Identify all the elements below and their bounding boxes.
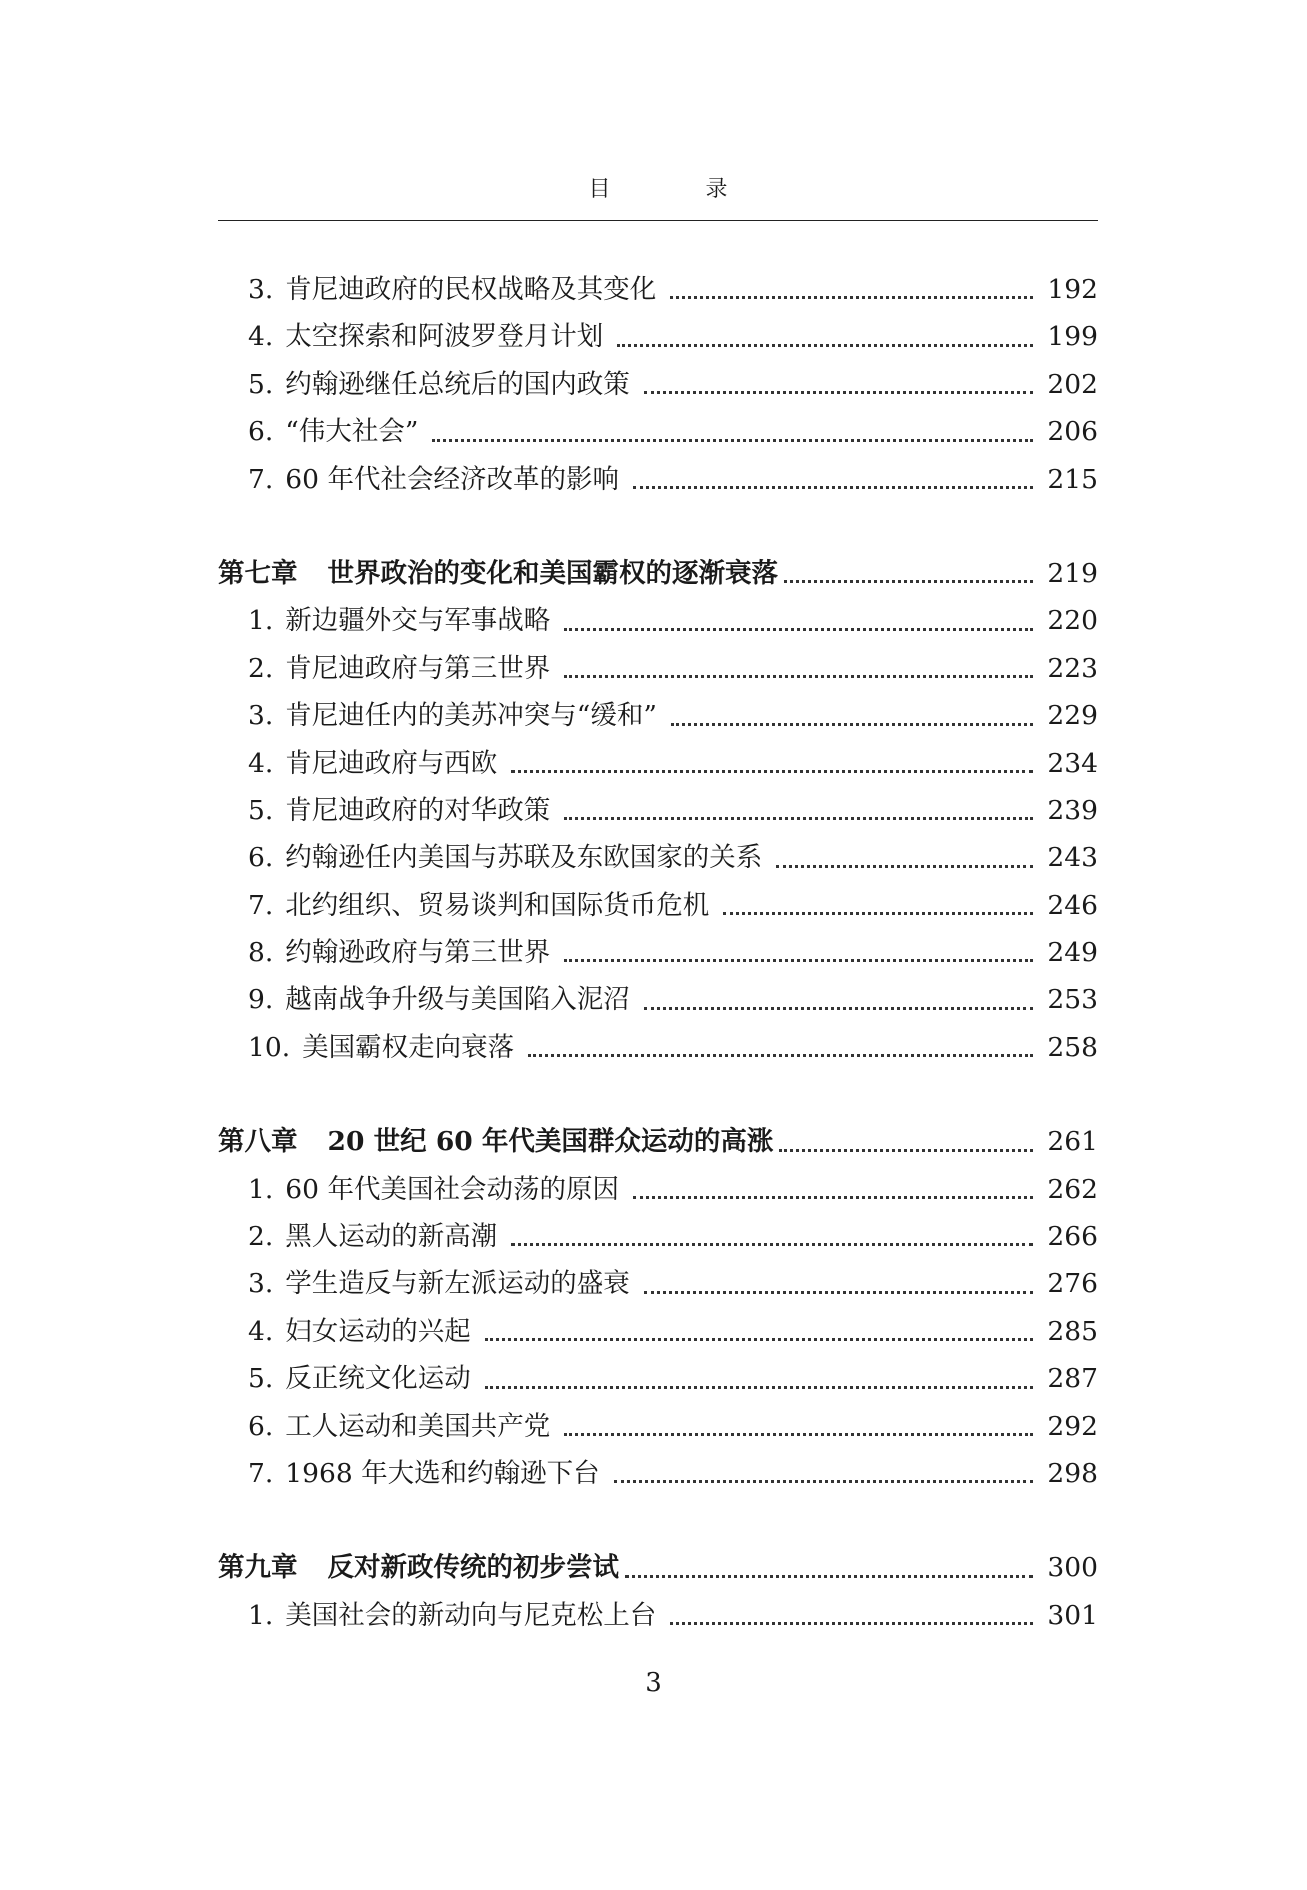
page-ref: 223 [1047,652,1098,684]
item-number: 4. [248,747,274,779]
dot-leader [564,675,1033,678]
item-title: 学生造反与新左派运动的盛衰 [285,1268,630,1300]
item-number: 3. [248,274,274,305]
page-ref: 202 [1047,368,1098,400]
dot-leader [644,391,1034,394]
toc-item-row [218,597,1098,644]
item-number: 7. [248,889,274,921]
toc-item-row [218,361,1098,408]
item-title: 60 年代美国社会动荡的原因 [285,1173,619,1205]
dot-leader [671,723,1034,726]
toc-item-row [218,1355,1098,1402]
item-number: 6. [248,1410,274,1442]
item-title: 妇女运动的兴起 [285,1315,471,1347]
dot-leader [617,344,1033,347]
item-number: 6. [248,416,274,448]
item-number: 5. [248,794,274,826]
page-ref: 285 [1047,1315,1098,1347]
page-ref: 219 [1047,557,1098,589]
toc-item-row [218,692,1098,739]
page-ref: 261 [1047,1126,1098,1158]
dot-leader [779,1149,1033,1152]
dot-leader [485,1338,1034,1341]
chapter-title: 20 世纪 60 年代美国群众运动的高涨 [327,1126,774,1158]
toc-item-row [218,787,1098,834]
page-ref: 300 [1047,1552,1098,1584]
dot-leader [644,1007,1034,1010]
item-title: “伟大社会” [285,416,419,448]
toc-item-row [218,645,1098,692]
toc-item-row [218,976,1098,1023]
item-number: 8. [248,937,274,969]
toc-item-row [218,1213,1098,1260]
dot-leader [564,959,1033,962]
page-ref: 220 [1047,605,1098,637]
toc-item-row [218,1166,1098,1213]
dot-leader [511,1243,1033,1246]
item-title: 反正统文化运动 [285,1363,471,1395]
item-title: 60 年代社会经济改革的影响 [285,463,619,495]
chapter-title: 反对新政传统的初步尝试 [327,1552,619,1584]
page-ref: 215 [1047,463,1098,495]
page-ref: 229 [1047,700,1098,732]
dot-leader [432,439,1033,442]
item-title: 肯尼迪政府与第三世界 [285,652,551,684]
dot-leader [528,1054,1033,1057]
item-number: 6. [248,842,274,874]
dot-leader [511,770,1033,773]
item-title: 约翰逊政府与第三世界 [285,937,551,969]
page-ref: 298 [1047,1457,1098,1489]
dot-leader [723,912,1033,915]
item-number: 10. [248,1031,291,1063]
toc-chapter-row [218,1118,1098,1165]
chapter-title: 世界政治的变化和美国霸权的逐渐衰落 [327,557,778,589]
page-ref: 249 [1047,937,1098,969]
table-of-contents [218,266,1098,1639]
dot-leader [564,817,1033,820]
item-number: 1. [248,1173,274,1205]
page-ref: 292 [1047,1410,1098,1442]
dot-leader [564,628,1033,631]
item-title: 美国霸权走向衰落 [302,1031,515,1063]
toc-chapter-row [218,1544,1098,1591]
page-ref: 206 [1047,416,1098,448]
toc-item-row [218,1024,1098,1071]
item-number: 7. [248,1457,274,1489]
chapter-number: 第七章 [218,557,298,589]
dot-leader [625,1575,1033,1578]
dot-leader [670,1622,1033,1625]
item-title: 约翰逊继任总统后的国内政策 [285,368,630,400]
item-number: 2. [248,1221,274,1253]
dot-leader [784,580,1033,583]
item-title: 黑人运动的新高潮 [285,1221,498,1253]
toc-item-row [218,1308,1098,1355]
toc-item-row [218,882,1098,929]
toc-item-row [218,929,1098,976]
item-title: 1968 年大选和约翰逊下台 [285,1457,600,1489]
header-rule [218,220,1098,221]
item-title: 美国社会的新动向与尼克松上台 [285,1599,657,1631]
page-ref: 276 [1047,1268,1098,1300]
chapter-number: 第九章 [218,1552,298,1584]
page-ref: 246 [1047,889,1098,921]
dot-leader [564,1433,1033,1436]
item-number: 5. [248,1363,274,1395]
item-number: 3. [248,700,274,732]
item-number: 4. [248,1315,274,1347]
toc-item-row [218,456,1098,503]
item-title: 工人运动和美国共产党 [285,1410,551,1442]
item-title: 肯尼迪政府的民权战略及其变化 [285,274,657,305]
page-ref: 239 [1047,794,1098,826]
item-number: 1. [248,1599,274,1631]
page-ref: 253 [1047,984,1098,1016]
item-title: 肯尼迪政府与西欧 [285,747,498,779]
dot-leader [644,1291,1034,1294]
item-title: 北约组织、贸易谈判和国际货币危机 [285,889,710,921]
item-title: 约翰逊任内美国与苏联及东欧国家的关系 [285,842,763,874]
toc-item-row [218,266,1098,313]
item-title: 肯尼迪任内的美苏冲突与“缓和” [285,700,657,732]
dot-leader [633,1196,1033,1199]
chapter-number: 第八章 [218,1126,298,1158]
dot-leader [614,1480,1034,1483]
toc-item-row [218,1260,1098,1307]
item-number: 2. [248,652,274,684]
page-ref: 266 [1047,1221,1098,1253]
page-ref: 234 [1047,747,1098,779]
dot-leader [670,296,1033,299]
toc-chapter-row [218,550,1098,597]
item-number: 4. [248,321,274,353]
running-header: 目 录 [588,177,772,202]
dot-leader [633,486,1033,489]
item-number: 1. [248,605,274,637]
page-ref: 199 [1047,321,1098,353]
dot-leader [776,865,1033,868]
page-ref: 287 [1047,1363,1098,1395]
item-number: 9. [248,984,274,1016]
page-ref: 262 [1047,1173,1098,1205]
item-number: 5. [248,368,274,400]
page-ref: 243 [1047,842,1098,874]
toc-item-row [218,313,1098,360]
toc-item-row [218,408,1098,455]
toc-item-row [218,1450,1098,1497]
page-number: 3 [645,1668,662,1698]
item-title: 新边疆外交与军事战略 [285,605,551,637]
page-ref: 301 [1047,1599,1098,1631]
item-title: 越南战争升级与美国陷入泥沼 [285,984,630,1016]
item-number: 3. [248,1268,274,1300]
item-title: 太空探索和阿波罗登月计划 [285,321,604,353]
toc-item-row [218,740,1098,787]
toc-item-row [218,834,1098,881]
toc-item-row [218,1403,1098,1450]
item-number: 7. [248,463,274,495]
item-title: 肯尼迪政府的对华政策 [285,794,551,826]
page-ref: 192 [1047,274,1098,305]
page-ref: 258 [1047,1031,1098,1063]
dot-leader [485,1386,1034,1389]
toc-item-row [218,1592,1098,1639]
